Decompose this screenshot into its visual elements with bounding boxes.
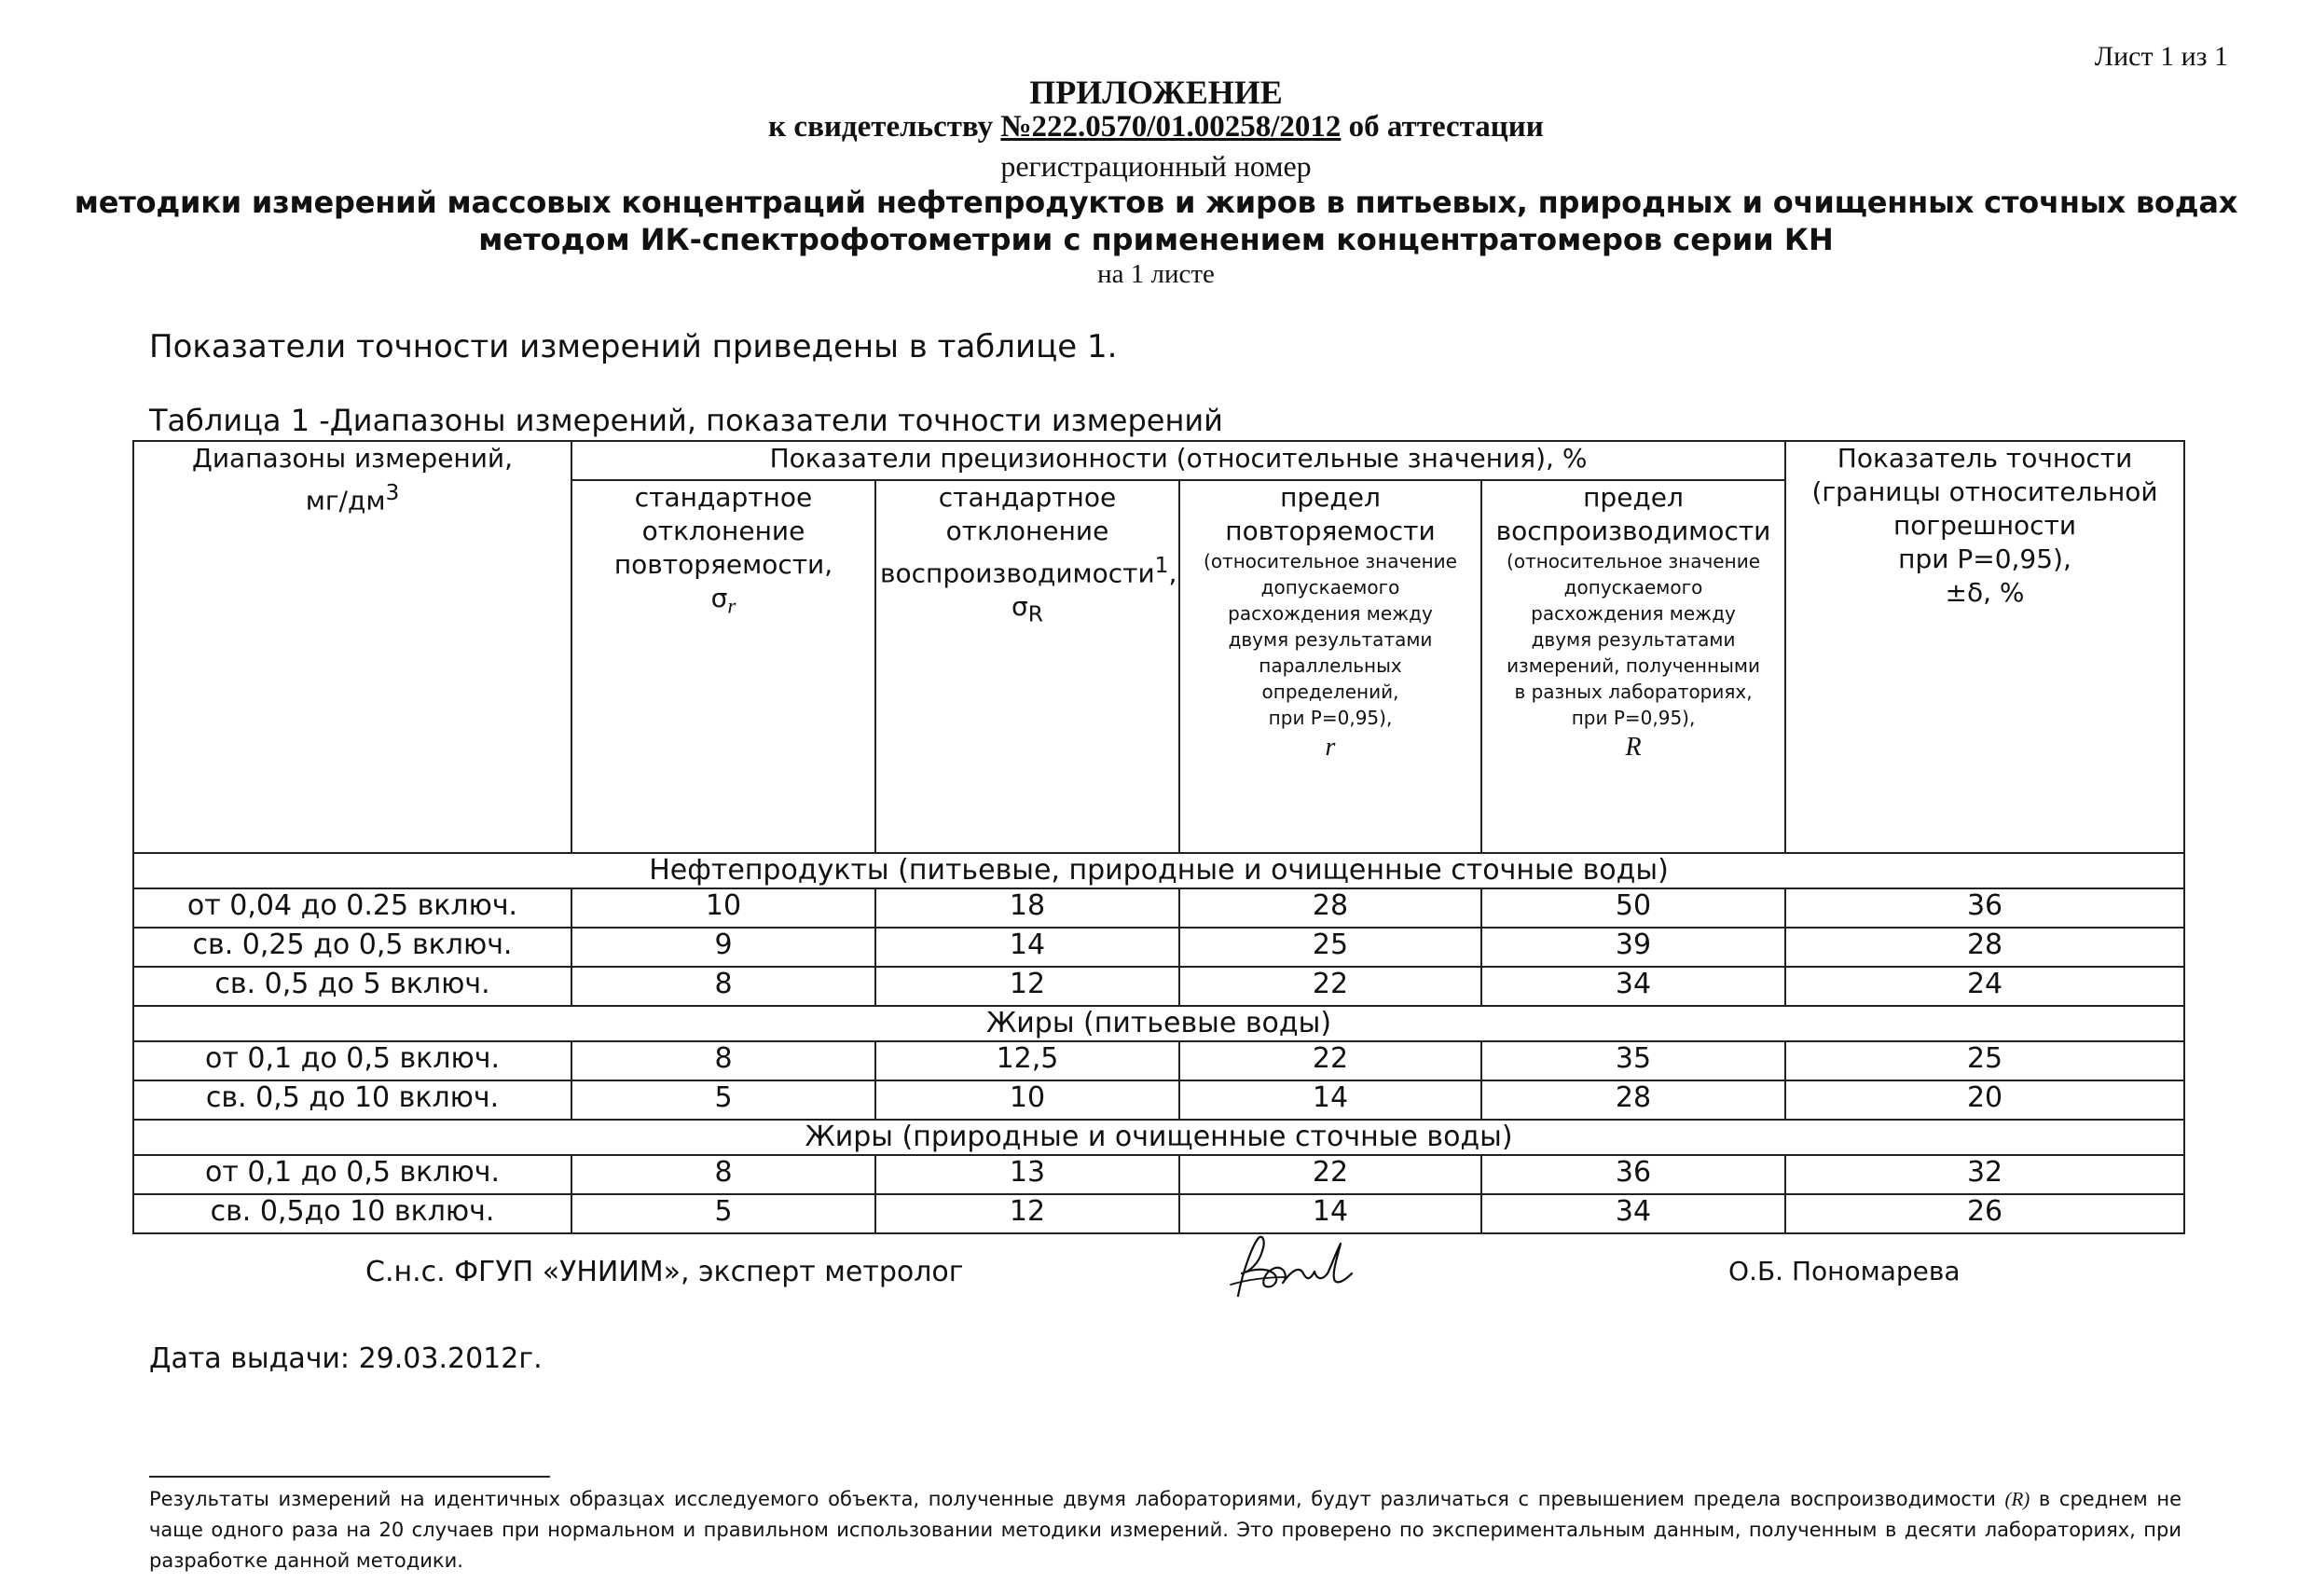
header-precision: Показатели прецизионности (относительные значения), % xyxy=(571,441,1785,480)
value-cell: 10 xyxy=(875,1080,1179,1120)
value-cell: 22 xyxy=(1179,1041,1481,1080)
accuracy-table xyxy=(132,440,2185,1234)
value-cell: 12 xyxy=(875,1194,1179,1233)
repeatability-symbol: r xyxy=(1325,733,1336,762)
value-cell: 20 xyxy=(1785,1080,2184,1120)
value-cell: 39 xyxy=(1481,928,1785,967)
value-cell: 14 xyxy=(875,928,1179,967)
value-cell: 32 xyxy=(1785,1155,2184,1194)
value-cell: 9 xyxy=(571,928,875,967)
value-cell: 14 xyxy=(1179,1080,1481,1120)
page-count: на 1 листе xyxy=(1097,259,1215,289)
footnote-symbol: (R) xyxy=(2004,1488,2030,1510)
certificate-line xyxy=(0,110,2312,144)
value-cell: 10 xyxy=(571,888,875,928)
range-cell: от 0,1 до 0,5 включ. xyxy=(133,1041,571,1080)
group-title: Жиры (питьевые воды) xyxy=(133,1006,2184,1041)
value-cell: 25 xyxy=(1179,928,1481,967)
value-cell: 5 xyxy=(571,1080,875,1120)
table-row xyxy=(133,967,2184,1006)
table-row xyxy=(133,1155,2184,1194)
certificate-suffix: об аттестации xyxy=(1341,110,1544,144)
table-row xyxy=(133,928,2184,967)
value-cell: 26 xyxy=(1785,1194,2184,1233)
method-title-line1: методики измерений массовых концентраций нефтепродуктов и жиров в питьевых, природных и очищенных сточных водах xyxy=(74,185,2238,220)
footnote-text-part2: в среднем не чаще одного раза на 20 случаев при нормальном и правильном использовании методики измерений. Это проверено по экспериментальным данным, полученным в десяти лабораториях, при разработке данной методики. xyxy=(149,1488,2181,1572)
value-cell: 8 xyxy=(571,1155,875,1194)
signer-role: С.н.с. ФГУП «УНИИМ», эксперт метролог xyxy=(365,1256,964,1288)
header-sigma-R: стандартное отклонение воспроизводимости$^1$, $\sigma_R$ xyxy=(875,480,1179,853)
signer-name: О.Б. Пономарева xyxy=(1728,1256,1961,1286)
value-cell: 12,5 xyxy=(875,1041,1179,1080)
value-cell: 14 xyxy=(1179,1194,1481,1233)
value-cell: 22 xyxy=(1179,1155,1481,1194)
table-row xyxy=(133,1194,2184,1233)
footnote xyxy=(149,1484,2181,1576)
value-cell: 35 xyxy=(1481,1041,1785,1080)
value-cell: 24 xyxy=(1785,967,2184,1006)
table-caption: Таблица 1 -Диапазоны измерений, показатели точности измерений xyxy=(149,403,1223,438)
table-row xyxy=(133,1041,2184,1080)
value-cell: 8 xyxy=(571,1041,875,1080)
header-range-line1: Диапазоны измерений, xyxy=(191,443,514,474)
value-cell: 22 xyxy=(1179,967,1481,1006)
intro-text: Показатели точности измерений приведены в таблице 1. xyxy=(149,328,1118,365)
table-row xyxy=(133,888,2184,928)
header-accuracy: Показатель точности (границы относительной погрешности при Р=0,95), ±δ, % xyxy=(1785,441,2184,853)
sigma-r-symbol: $\sigma_r$ xyxy=(710,583,736,619)
group-title: Жиры (природные и очищенные сточные воды) xyxy=(133,1120,2184,1155)
value-cell: 28 xyxy=(1785,928,2184,967)
reproducibility-symbol: R xyxy=(1625,733,1642,762)
value-cell: 34 xyxy=(1481,1194,1785,1233)
value-cell: 34 xyxy=(1481,967,1785,1006)
page-title: ПРИЛОЖЕНИЕ xyxy=(1029,74,1283,111)
value-cell: 25 xyxy=(1785,1041,2184,1080)
value-cell: 18 xyxy=(875,888,1179,928)
range-cell: св. 0,5 до 5 включ. xyxy=(133,967,571,1006)
value-cell: 28 xyxy=(1481,1080,1785,1120)
registration-number-label: регистрационный номер xyxy=(1000,149,1312,183)
method-title-line2: методом ИК-спектрофотометрии с применением концентратомеров серии КН xyxy=(478,222,1834,257)
table-body xyxy=(133,853,2184,1233)
range-cell: св. 0,25 до 0,5 включ. xyxy=(133,928,571,967)
footnote-text-part1: Результаты измерений на идентичных образцах исследуемого объекта, полученные двумя лабораториями, будут различаться с превышением предела воспроизводимости xyxy=(149,1488,2005,1510)
certificate-prefix: к свидетельству xyxy=(768,110,1001,144)
sheet-number: Лист 1 из 1 xyxy=(2094,41,2228,72)
value-cell: 36 xyxy=(1785,888,2184,928)
header-reproducibility-limit: предел воспроизводимости (относительное значение допускаемого расхождения между двумя результатами измерений, полученными в разных лабораториях, при Р=0,95), R xyxy=(1481,480,1785,853)
issue-date: Дата выдачи: 29.03.2012г. xyxy=(149,1342,543,1375)
value-cell: 12 xyxy=(875,967,1179,1006)
range-cell: от 0,04 до 0.25 включ. xyxy=(133,888,571,928)
value-cell: 13 xyxy=(875,1155,1179,1194)
group-title: Нефтепродукты (питьевые, природные и очищенные сточные воды) xyxy=(133,853,2184,888)
value-cell: 8 xyxy=(571,967,875,1006)
header-repeatability-limit: предел повторяемости (относительное значение допускаемого расхождения между двумя результатами параллельных определений, при Р=0,95), r xyxy=(1179,480,1481,853)
header-sigma-r: стандартное отклонение повторяемости, $\sigma_r$ xyxy=(571,480,875,853)
footnote-marker: 1 xyxy=(1154,552,1169,578)
handwritten-signature xyxy=(1221,1231,1370,1314)
value-cell: 36 xyxy=(1481,1155,1785,1194)
range-cell: св. 0,5до 10 включ. xyxy=(133,1194,571,1233)
table-row xyxy=(133,1080,2184,1120)
value-cell: 50 xyxy=(1481,888,1785,928)
sigma-R-symbol: $\sigma_R$ xyxy=(1012,591,1043,627)
range-cell: от 0,1 до 0,5 включ. xyxy=(133,1155,571,1194)
range-cell: св. 0,5 до 10 включ. xyxy=(133,1080,571,1120)
header-range xyxy=(133,441,571,853)
value-cell: 5 xyxy=(571,1194,875,1233)
certificate-number: №222.0570/01.00258/2012 xyxy=(1000,110,1342,144)
value-cell: 28 xyxy=(1179,888,1481,928)
header-range-line2: $мг/дм^3$ xyxy=(305,479,400,516)
footnote-separator xyxy=(149,1476,550,1478)
